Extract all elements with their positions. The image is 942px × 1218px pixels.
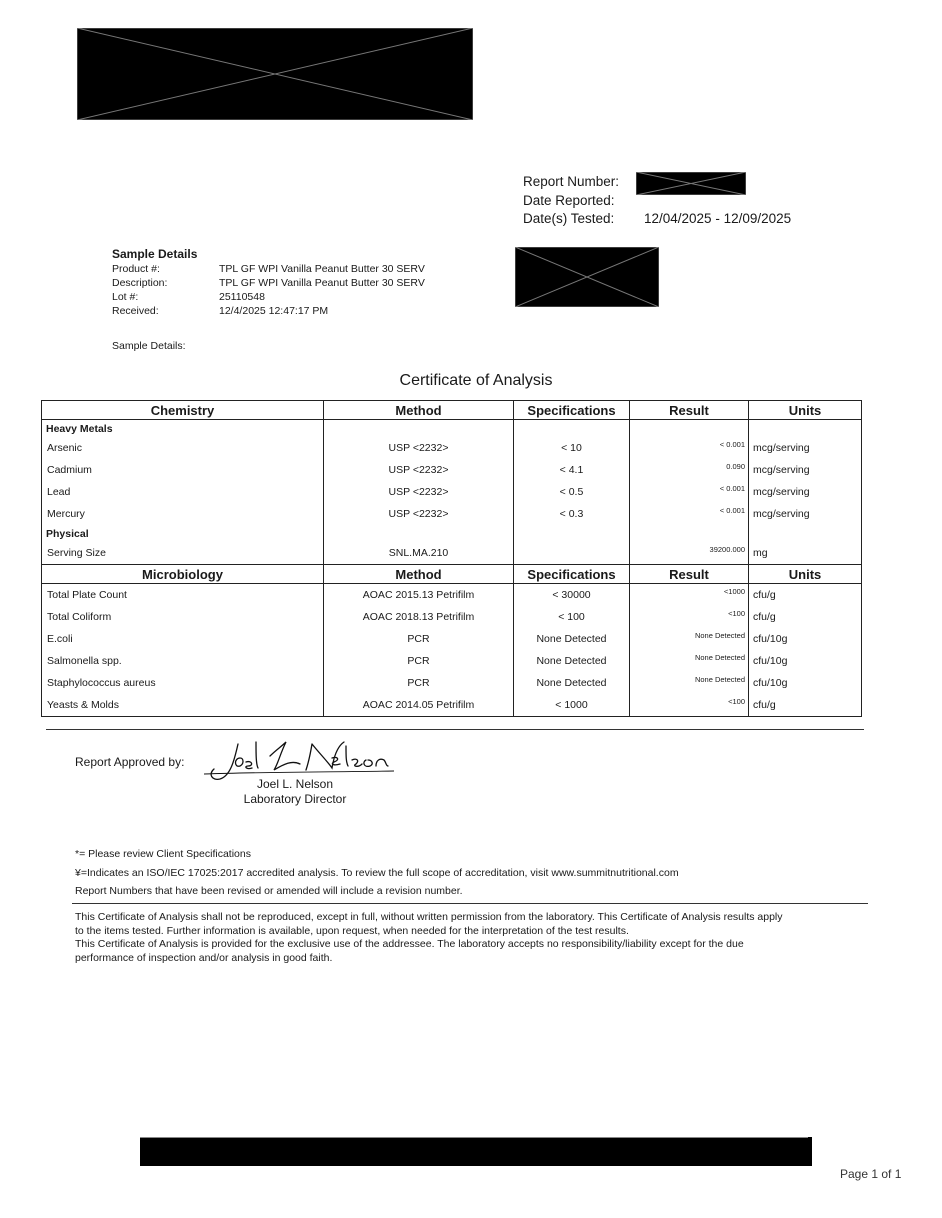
chemistry-header-row [42,401,862,420]
table-row [42,481,862,503]
analyte-method: SNL.MA.210 [324,542,514,565]
analyte-units: cfu/g [749,606,862,628]
sample-details [112,246,492,318]
analyte-result: None Detected [630,650,749,672]
product-value: TPL GF WPI Vanilla Peanut Butter 30 SERV [219,263,425,275]
section-heavy-metals: Heavy Metals [42,420,324,438]
header-result: Result [630,565,749,584]
analyte-units: mcg/serving [749,459,862,481]
analyte-spec: < 10 [514,437,630,459]
table-row [42,628,862,650]
lot-value: 25110548 [219,291,265,303]
analyte-result: <1000 [630,584,749,607]
note-client-specs: *= Please review Client Specifications [75,848,251,860]
section-row [42,420,862,438]
description-label: Description: [112,277,168,289]
analyte-result: 39200.000 [630,542,749,565]
analyte-method: USP <2232> [324,503,514,525]
redacted-footer [140,1137,812,1166]
header-method: Method [324,401,514,420]
disclaimer [75,911,875,965]
analyte-name: Cadmium [42,459,324,481]
analyte-spec [514,542,630,565]
analyte-method: AOAC 2014.05 Petrifilm [324,694,514,717]
footer-line [140,1137,808,1138]
date-reported-label: Date Reported: [523,192,615,208]
table-row [42,437,862,459]
table-row [42,503,862,525]
disclaimer-line: This Certificate of Analysis shall not be reproduced, except in full, without written permission from the laboratory. This Certificate of Analysis results apply [75,911,783,923]
table-row [42,694,862,717]
table-row [42,584,862,607]
analyte-spec: < 0.5 [514,481,630,503]
analyte-result: 0.090 [630,459,749,481]
received-value: 12/4/2025 12:47:17 PM [219,305,329,317]
analyte-spec: None Detected [514,650,630,672]
divider [72,903,868,904]
analyte-units: mcg/serving [749,503,862,525]
analyte-name: Lead [42,481,324,503]
dates-tested-label: Date(s) Tested: [523,211,615,226]
divider [46,729,864,730]
chemistry-table [41,400,862,565]
analyte-name: Mercury [42,503,324,525]
redacted-image [515,247,659,307]
notes [75,845,875,901]
approver-name: Joel L. Nelson [256,777,334,791]
disclaimer-line: performance of inspection and/or analysis in good faith. [75,951,333,964]
analyte-units: cfu/10g [749,650,862,672]
analyte-units: cfu/g [749,694,862,717]
header-method: Method [324,565,514,584]
analyte-spec: None Detected [514,672,630,694]
disclaimer-line: to the items tested. Further information is available, upon request, when needed for the interpretation of the test results. [75,924,629,937]
header-specifications: Specifications [514,565,630,584]
analyte-name: Arsenic [42,437,324,459]
analyte-name: Salmonella spp. [42,650,324,672]
lot-label: Lot #: [112,291,139,303]
header-specifications: Specifications [514,401,630,420]
description-value: TPL GF WPI Vanilla Peanut Butter 30 SERV [219,277,425,289]
analyte-method: USP <2232> [324,437,514,459]
analyte-name: Serving Size [42,542,324,565]
approver-title: Laboratory Director [243,792,347,806]
analyte-units: mg [749,542,862,565]
section-physical: Physical [42,525,324,542]
analyte-units: mcg/serving [749,481,862,503]
disclaimer-line: This Certificate of Analysis is provided for the exclusive use of the addressee. The laboratory accepts no responsibility/liability except for the due [75,938,744,950]
analyte-result: <100 [630,606,749,628]
header-chemistry: Chemistry [42,401,324,420]
report-number-label: Report Number: [523,174,620,189]
analyte-method: AOAC 2015.13 Petrifilm [324,584,514,607]
analyte-spec: < 1000 [514,694,630,717]
header-units: Units [749,565,862,584]
microbiology-header-row [42,565,862,584]
product-label: Product #: [112,263,160,275]
section-row [42,525,862,542]
analyte-result: < 0.001 [630,437,749,459]
analyte-method: USP <2232> [324,459,514,481]
analyte-result: < 0.001 [630,481,749,503]
analyte-result: < 0.001 [630,503,749,525]
analyte-spec: None Detected [514,628,630,650]
header-result: Result [630,401,749,420]
dates-tested-value: 12/04/2025 - 12/09/2025 [644,211,792,226]
sample-details-label: Sample Details: [112,340,186,352]
analyte-spec: < 100 [514,606,630,628]
analyte-method: PCR [324,672,514,694]
note-accreditation: ¥=Indicates an ISO/IEC 17025:2017 accredited analysis. To review the full scope of accreditation, visit www.summitnutritional.com [75,866,679,879]
analyte-units: cfu/g [749,584,862,607]
analyte-units: mcg/serving [749,437,862,459]
table-row [42,459,862,481]
redacted-report-number [636,172,746,195]
analyte-method: PCR [324,628,514,650]
redacted-logo [77,28,473,120]
analyte-spec: < 0.3 [514,503,630,525]
table-row [42,542,862,565]
analyte-name: Total Plate Count [42,584,324,607]
analyte-units: cfu/10g [749,672,862,694]
header-units: Units [749,401,862,420]
microbiology-table [41,564,862,717]
received-label: Received: [112,305,159,317]
analyte-result: <100 [630,694,749,717]
sample-details-heading: Sample Details [112,247,198,261]
certificate-title: Certificate of Analysis [399,372,553,389]
signatory [210,777,380,807]
analyte-method: PCR [324,650,514,672]
analyte-name: E.coli [42,628,324,650]
analyte-spec: < 4.1 [514,459,630,481]
header-microbiology: Microbiology [42,565,324,584]
note-revision: Report Numbers that have been revised or amended will include a revision number. [75,885,463,897]
table-row [42,650,862,672]
table-row [42,672,862,694]
table-row [42,606,862,628]
analyte-name: Total Coliform [42,606,324,628]
analyte-method: USP <2232> [324,481,514,503]
approved-by-label: Report Approved by: [75,755,185,769]
analyte-name: Staphylococcus aureus [42,672,324,694]
analyte-result: None Detected [630,628,749,650]
analyte-units: cfu/10g [749,628,862,650]
analyte-spec: < 30000 [514,584,630,607]
page-number: Page 1 of 1 [840,1167,902,1181]
analyte-method: AOAC 2018.13 Petrifilm [324,606,514,628]
analyte-result: None Detected [630,672,749,694]
analyte-name: Yeasts & Molds [42,694,324,717]
